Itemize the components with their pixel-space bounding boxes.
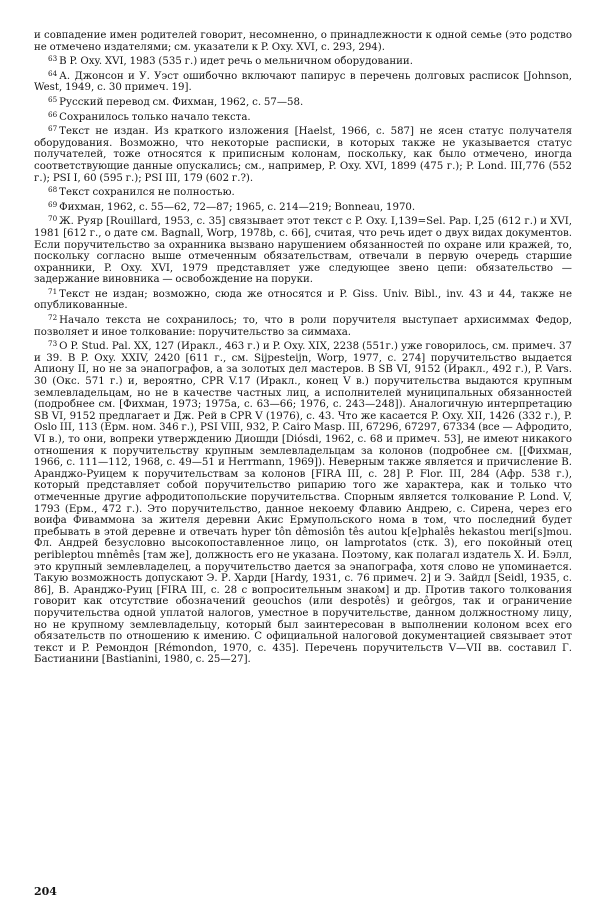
footnote-text: Фихман, 1962, с. 55—62, 72—87; 1965, с. 214—219; Bonneau, 1970. <box>59 201 416 213</box>
footnote-text: Русский перевод см. Фихман, 1962, с. 57—58. <box>59 96 304 108</box>
footnote-69 <box>34 199 572 214</box>
page-number: 204 <box>34 885 57 898</box>
footnote-71 <box>34 286 572 312</box>
footnote-text: Текст сохранился не полностью. <box>59 187 235 199</box>
footnote-63 <box>34 53 572 68</box>
footnote-text: О P. Stud. Pal. XX, 127 (Иракл., 463 г.) и P. Oxy. XIX, 2238 (551г.) уже говорилось, см. примеч. 37 и 39. В P. Oxy. XXIV, 2420 [611 г., см. Sijpesteijn, Worp, 1977, с. 274] поручительство выдается Апиону II, но не за энапографов, а за золотых дел мастеров. В SB VI, 9152 (Иракл., 492 г.), P. Vars. 30 (Окс. 571 г.) и, вероятно, CPR V.17 (Иракл., конец V в.) поручительства выдаются крупным землевладельцам, но не в качестве частных лиц, а исполнителей муниципальных обязанностей (подробнее см. [Фихман, 1973; 1975а, с. 63—66; 1976, с. 243—248]). Аналогичную интерпретацию SB VI, 9152 предлагает и Дж. Рей в CPR V (1976), с. 43. Что же касается P. Oxy. XII, 1426 (332 г.), P. Oslo III, 113 (Ерм. ном. 346 г.), PSI VIII, 932, P. Cairo Masp. III, 67296, 67297, 67334 (все — Афродито, VI в.), то они, вопреки утверждению Диошди [Diósdi, 1962, с. 68 и примеч. 53], не имеют никакого отношения к поручительству крупным землевладельцам за колонов (подробнее см. [[Фихман, 1966, с. 111—112, 1968, с. 49—51 и Herrmann, 1969]). Неверным также является и причисление В. Аранджо-Руицем к поручительствам за колонов [FIRA III, с. 28] P. Flor. III, 284 (Афр. 538 г.), который представляет собой поручительство рипарию того же характера, как и только что отмеченные другие афродитопольские поручительства. Спорным является толкование P. Lond. V, 1793 (Ерм., 472 г.). Это поручительство, данное некоему Флавию Андрею, с. Сирена, через его воифа Фиваммона за жителя деревни Акис Ермупольского нома в том, что последний будет пребывать в этой деревне и отвечать hyper tôn dêmosiôn tês autou k[e]phalês hekastou meri[s]mou. Фл. Андрей безусловно высокопоставленное лицо, он lamprotatos (стк. 3), его покойный отец peribleptou mnêmês [там же], должность его не указана. Поэтому, как полагал издатель Х. И. Бэлл, это крупный землевладелец, а поручительство дается за энапографа, хотя слово не упоминается. Такую возможность допускают Э. Р. Харди [Hardy, 1931, с. 76 примеч. 2] и Э. Зайдл [Seidl, 1935, с. 86], В. Аранджо-Руиц [FIRA III, с. 28 с вопросительным знаком] и др. Против такого толкования говорит как отсутствие обозначений geouchos (или despotês) и geôrgos, так и ограничение поручительства одной уплатой налогов, уместное в поручительстве, данном должностному лицу, но не крупному землевладельцу, который был заинтересован в выполнении колоном всех его обязательств по отношению к имению. С официальной налоговой документацией связывает этот текст и P. Ремондон [Rémondon, 1970, с. 435]. Перечень поручительств V—VII вв. составил Г. Бастианини [Bastianini, 1980, с. 25—27]. <box>34 341 572 666</box>
footnote-64 <box>34 68 572 94</box>
footnote-number: 63 <box>48 54 58 64</box>
footnote-text: В P. Oxy. XVI, 1983 (535 г.) идет речь о мельничном оборудовании. <box>59 56 413 68</box>
footnote-73 <box>34 338 572 666</box>
footnotes-block <box>34 30 572 666</box>
footnote-text: Текст не издан; возможно, сюда же относятся и P. Giss. Univ. Bibl., inv. 43 и 44, также не опубликованные. <box>34 288 572 312</box>
footnote-number: 66 <box>48 109 58 119</box>
footnote-text: А. Джонсон и У. Уэст ошибочно включают папирус в перечень долговых расписок [Johnson, West, 1949, с. 30 примеч. 19]. <box>34 70 572 94</box>
footnote-number: 71 <box>48 286 58 296</box>
footnote-number: 69 <box>48 199 58 209</box>
footnote-text: Начало текста не сохранилось; то, что в роли поручителя выступает архисиммах Федор, позволяет и иное толкование: поручительство за симмаха. <box>34 315 572 338</box>
footnote-70 <box>34 213 572 286</box>
footnote-number: 67 <box>48 124 58 134</box>
footnote-72 <box>34 312 572 338</box>
footnote-68 <box>34 184 572 199</box>
footnote-text: Текст не издан. Из краткого изложения [Haelst, 1966, с. 587] не ясен статус получателя оборудования. Возможно, что некоторые расписки, в которых также не указывается статус получателей, тоже относятся к приписным колонам, поскольку, как было отмечено, иногда соответствующие данные опускались; см., например, P. Oxy. XVI, 1899 (475 г.); P. Lond. III,776 (552 г.); PSI I, 60 (595 г.); PSI III, 179 (602 г.?). <box>34 126 572 184</box>
footnote-text: Ж. Руяр [Rouillard, 1953, с. 35] связывает этот текст с P. Oxy. I,139=Sel. Pap. I,25 (612 г.) и XVI, 1981 [612 г., о дате см. Bagnall, Worp, 1978b, с. 66], считая, что речь идет о двух видах документов. Если поручительство за охранника вызвано нарушением обязанностей по охране или кражей, то, поскольку согласно выше отмеченным обязательствам, отвечали в первую очередь старшие охранники, P. Oxy. XVI, 1979 представляет уже следующее звено цепи: обязательство — задержание виновника — освобождение на поруки. <box>34 216 572 286</box>
footnote-66 <box>34 109 572 124</box>
footnote-number: 73 <box>48 339 58 349</box>
footnote-number: 72 <box>48 313 58 323</box>
footnote-text: Сохранилось только начало текста. <box>59 111 251 123</box>
footnote-67 <box>34 123 572 184</box>
continuation-paragraph: и совпадение имен родителей говорит, несомненно, о принадлежности к одной семье (это родство не отмечено издателями; см. указатели к P. Oxy. XVI, с. 293, 294). <box>34 30 572 53</box>
footnote-number: 70 <box>48 214 58 224</box>
footnote-65 <box>34 94 572 109</box>
footnote-number: 64 <box>48 68 58 78</box>
footnote-number: 68 <box>48 185 58 195</box>
footnote-number: 65 <box>48 94 58 104</box>
